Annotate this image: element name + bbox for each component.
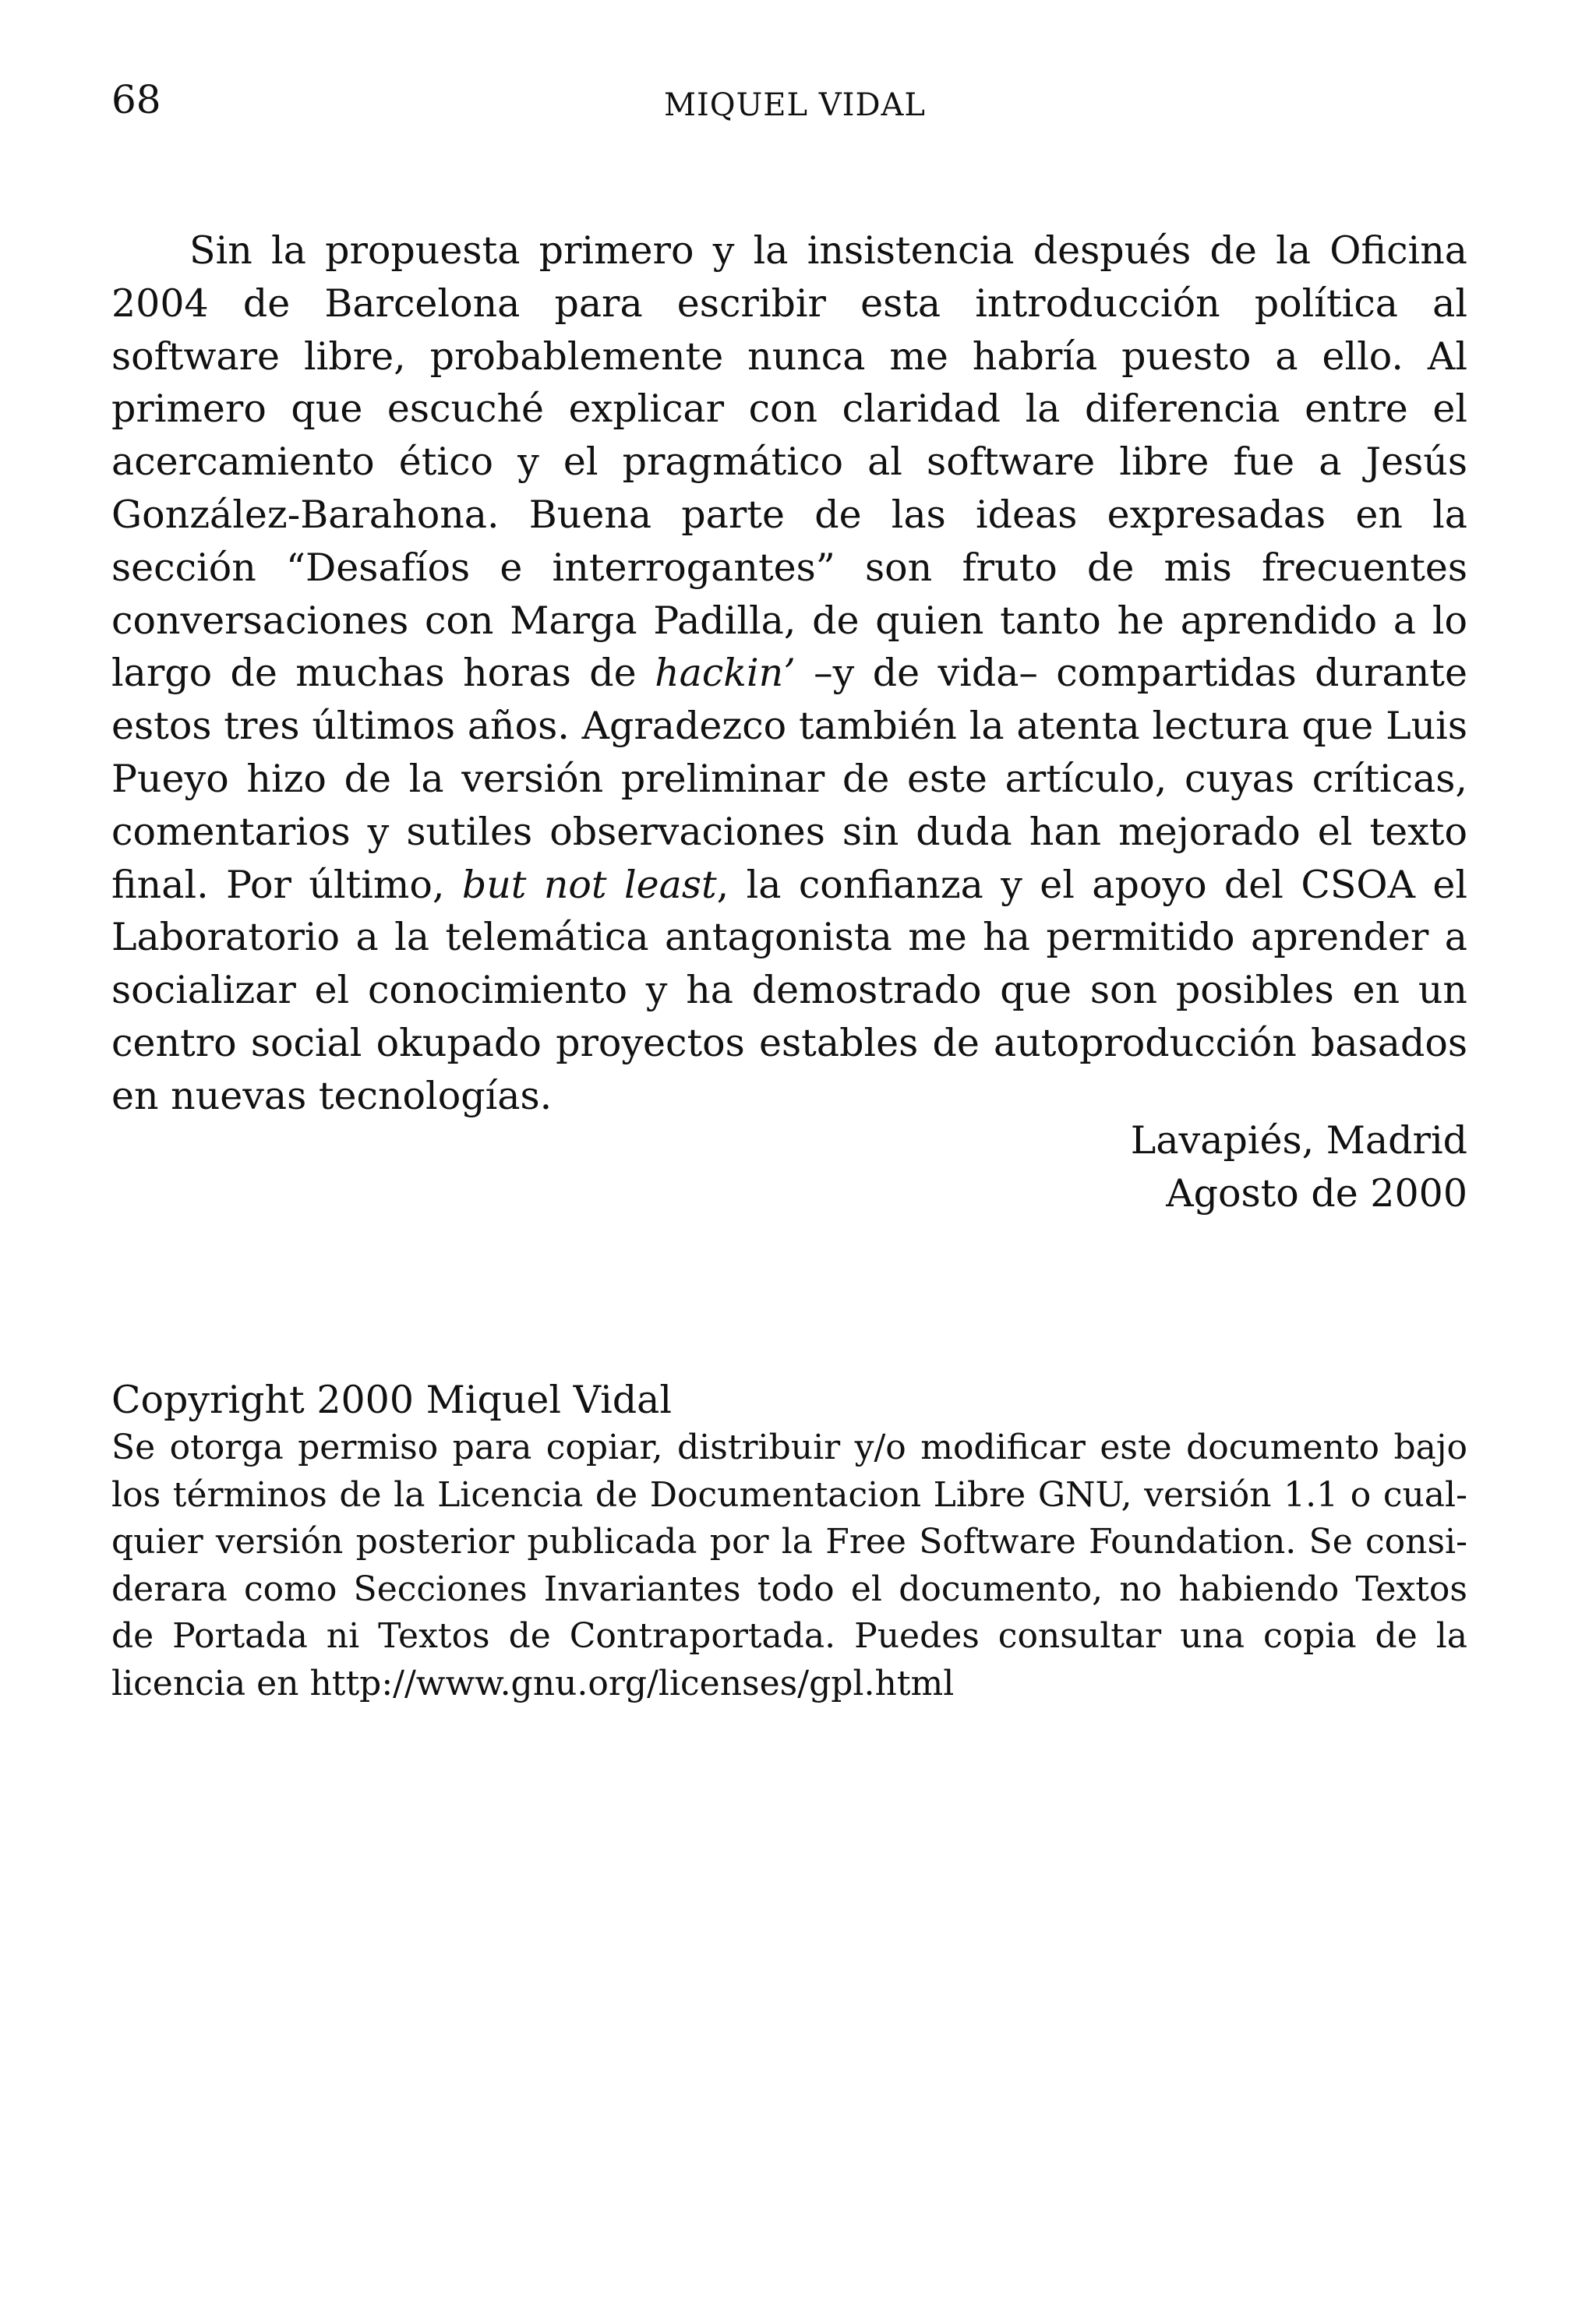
copyright-title: Copyright 2000 Miquel Vidal xyxy=(111,1378,673,1422)
body-paragraph xyxy=(111,224,1467,1123)
body-text-part-1: Sin la propuesta primero y la insistencia después de la Oficina 2004 de Barcelona para escribir esta introducción política al software libre, probablemente nunca me habría puesto a ello. Al primero que escuché explicar con claridad la diferencia entre el acercamiento ético y el pragmático al software libre fue a Jesús González-Barahona. Buena parte de las ideas expresadas en la sección “Desafíos e interrogantes” son fruto de mis frecuentes conversaciones con Marga Padilla, de quien tanto he aprendido a lo largo de muchas horas de xyxy=(111,228,1467,696)
italic-hackin: hackin’ xyxy=(655,651,796,696)
running-head: MIQUEL VIDAL xyxy=(664,87,926,123)
signature-block xyxy=(920,1114,1467,1220)
body-text-part-2: –y de vida– compartidas durante estos tres últimos años. Agradezco también la atenta lectura que Luis Pueyo hizo de la versión preliminar de este artículo, cuyas críticas, comentarios y sutiles observaciones sin duda han mejorado el texto final. Por último, xyxy=(111,651,1467,907)
signature-place: Lavapiés, Madrid xyxy=(1130,1118,1467,1163)
signature-date: Agosto de 2000 xyxy=(1166,1171,1467,1216)
body-text-part-3: , la confianza y el apoyo del CSOA el Laboratorio a la telemática antagonista me ha permitido aprender a socializar el conocimiento y ha demostrado que son posibles en un centro social okupado proyectos estables de autoproducción basados en nuevas tecnologías. xyxy=(111,862,1467,1118)
italic-but-not-least: but not least xyxy=(461,862,717,907)
license-text: Se otorga permiso para copiar, distribuir y/o modificar este documento bajo los términos de la Licencia de Documentacion Libre GNU, versión 1.1 o cualquier versión posterior publicada por la Free Software Foundation. Se considerara como Secciones Invariantes todo el documento, no habiendo Textos de Portada ni Textos de Contraportada. Puedes consultar una copia de la licencia en http://www.gnu.org/licenses/gpl.html xyxy=(111,1428,1467,1703)
page-number: 68 xyxy=(111,77,161,122)
